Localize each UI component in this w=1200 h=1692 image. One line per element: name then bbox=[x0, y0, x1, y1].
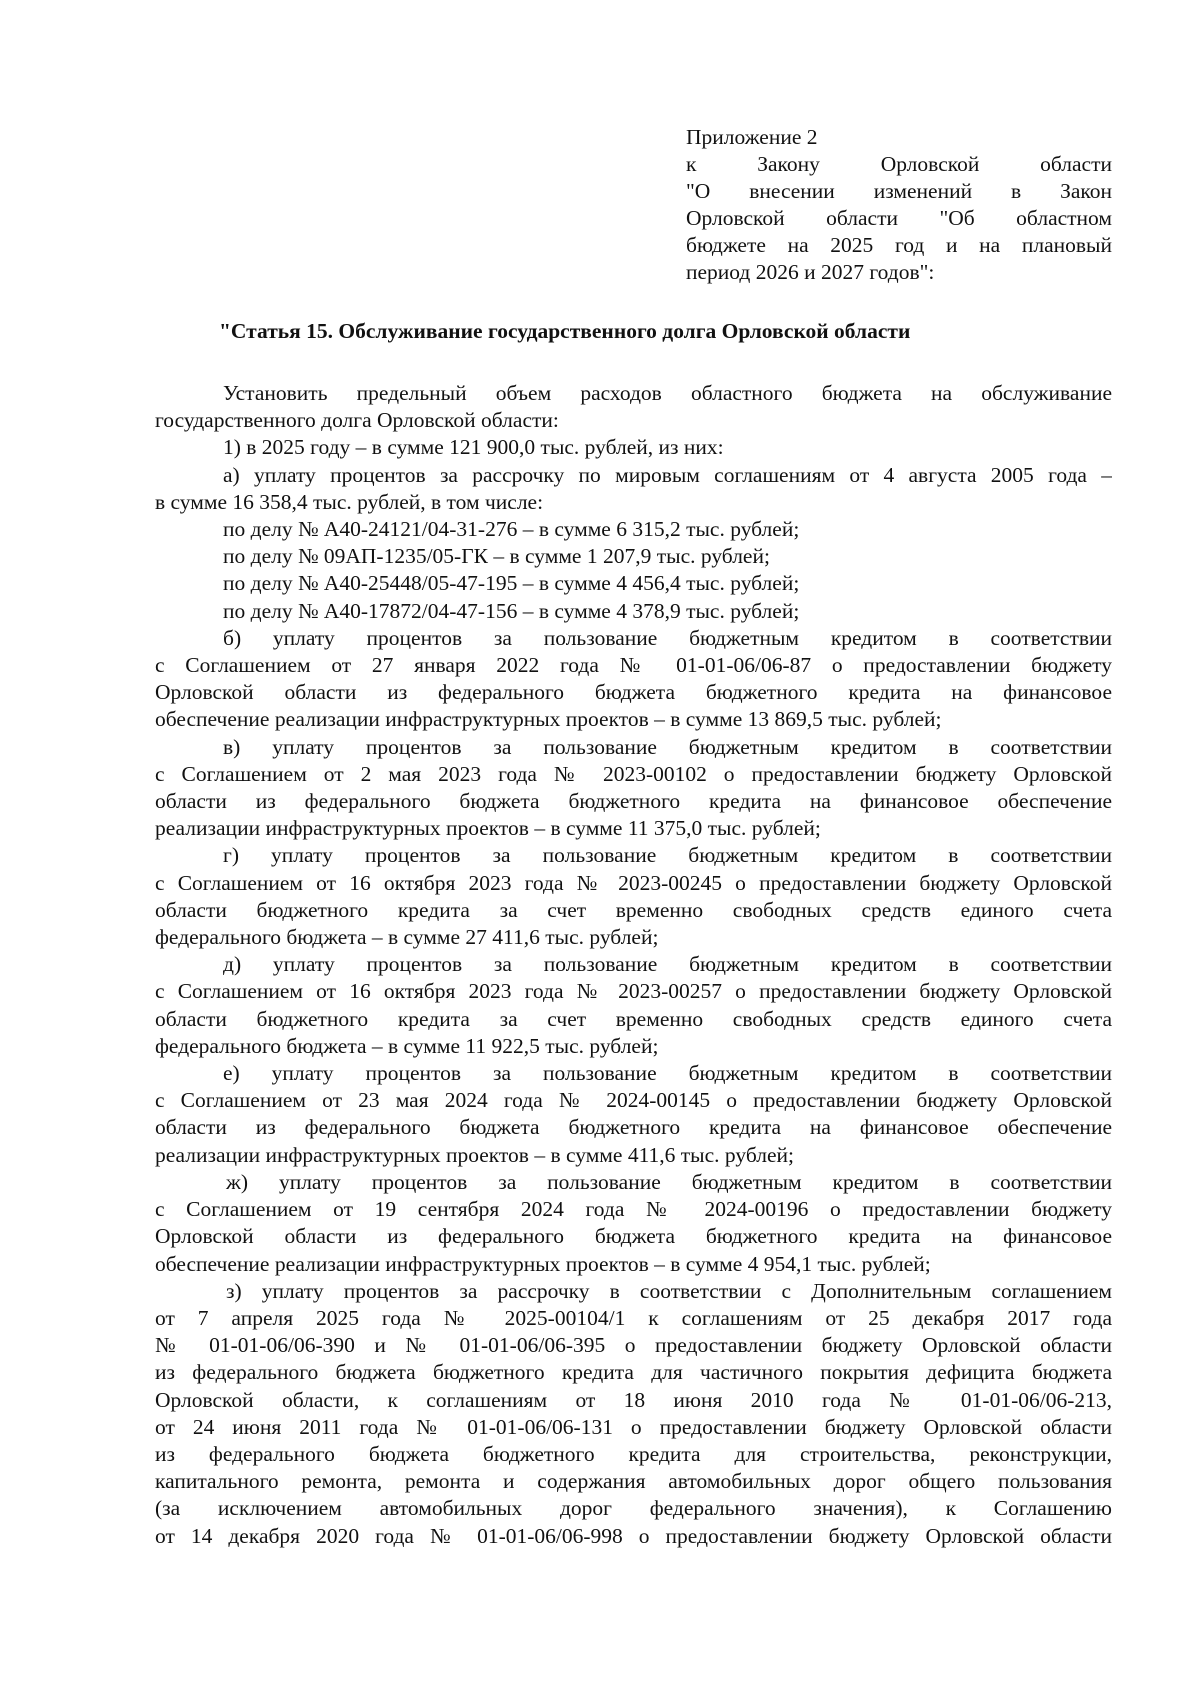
body-line: государственного долга Орловской области: bbox=[155, 408, 559, 433]
body-line: области из федерального бюджета бюджетного кредита на финансовое обеспечение bbox=[155, 1115, 1112, 1140]
body-line: области бюджетного кредита за счет временно свободных средств единого счета bbox=[155, 1006, 1112, 1031]
body-line: реализации инфраструктурных проектов – в сумме 11 375,0 тыс. рублей; bbox=[155, 816, 821, 841]
body-line: с Соглашением от 27 января 2022 года № 01-01-06/06-87 о предоставлении бюджету bbox=[155, 653, 1112, 678]
body-line: обеспечение реализации инфраструктурных проектов – в сумме 13 869,5 тыс. рублей; bbox=[155, 707, 942, 732]
body-line: Установить предельный объем расходов областного бюджета на обслуживание bbox=[223, 381, 1112, 405]
article-body bbox=[155, 380, 1112, 1550]
body-line: № 01-01-06/06-390 и № 01-01-06/06-395 о предоставлении бюджету Орловской области bbox=[155, 1333, 1112, 1358]
appendix-line: к Закону Орловской области bbox=[686, 152, 1112, 176]
body-line: Орловской области, к соглашениям от 18 июня 2010 года № 01-01-06/06-213, bbox=[155, 1387, 1112, 1412]
body-line: с Соглашением от 23 мая 2024 года № 2024-00145 о предоставлении бюджету Орловской bbox=[155, 1088, 1112, 1113]
body-line: г) уплату процентов за пользование бюджетным кредитом в соответствии bbox=[223, 843, 1112, 868]
body-line: д) уплату процентов за пользование бюджетным кредитом в соответствии bbox=[223, 952, 1112, 977]
body-line: 1) в 2025 году – в сумме 121 900,0 тыс. рублей, из них: bbox=[223, 435, 724, 460]
body-line: от 7 апреля 2025 года № 2025-00104/1 к соглашениям от 25 декабря 2017 года bbox=[155, 1305, 1112, 1330]
body-line: капитального ремонта, ремонта и содержания автомобильных дорог общего пользования bbox=[155, 1469, 1112, 1494]
appendix-header bbox=[686, 124, 1112, 286]
body-line: с Соглашением от 2 мая 2023 года № 2023-00102 о предоставлении бюджету Орловской bbox=[155, 761, 1112, 786]
body-line: от 24 июня 2011 года № 01-01-06/06-131 о предоставлении бюджету Орловской области bbox=[155, 1414, 1112, 1439]
body-line: из федерального бюджета бюджетного кредита для частичного покрытия дефицита бюджета bbox=[155, 1360, 1112, 1385]
body-line: по делу № А40-17872/04-47-156 – в сумме 4 378,9 тыс. рублей; bbox=[223, 598, 800, 623]
body-line: Орловской области из федерального бюджета бюджетного кредита на финансовое bbox=[155, 1224, 1112, 1249]
body-line: области из федерального бюджета бюджетного кредита на финансовое обеспечение bbox=[155, 789, 1112, 814]
body-line: федерального бюджета – в сумме 11 922,5 тыс. рублей; bbox=[155, 1033, 659, 1058]
body-line: е) уплату процентов за пользование бюджетным кредитом в соответствии bbox=[223, 1061, 1112, 1086]
body-line: из федерального бюджета бюджетного кредита для строительства, реконструкции, bbox=[155, 1441, 1112, 1466]
body-line: (за исключением автомобильных дорог федерального значения), к Соглашению bbox=[155, 1496, 1112, 1521]
body-line: с Соглашением от 19 сентября 2024 года № 2024-00196 о предоставлении бюджету bbox=[155, 1197, 1112, 1222]
body-line: по делу № А40-24121/04-31-276 – в сумме 6 315,2 тыс. рублей; bbox=[223, 517, 800, 542]
body-line: по делу № 09АП-1235/05-ГК – в сумме 1 207,9 тыс. рублей; bbox=[223, 544, 770, 569]
body-line: с Соглашением от 16 октября 2023 года № 2023-00257 о предоставлении бюджету Орловской bbox=[155, 979, 1112, 1004]
article-title: "Статья 15. Обслуживание государственного долга Орловской области bbox=[219, 319, 911, 343]
body-line: в сумме 16 358,4 тыс. рублей, в том числе: bbox=[155, 489, 544, 514]
body-line: а) уплату процентов за рассрочку по мировым соглашениям от 4 августа 2005 года – bbox=[223, 462, 1112, 487]
body-line: ж) уплату процентов за пользование бюджетным кредитом в соответствии bbox=[226, 1169, 1112, 1194]
body-line: в) уплату процентов за пользование бюджетным кредитом в соответствии bbox=[223, 734, 1112, 759]
appendix-line: Приложение 2 bbox=[686, 125, 818, 149]
body-line: реализации инфраструктурных проектов – в сумме 411,6 тыс. рублей; bbox=[155, 1142, 794, 1167]
body-line: федерального бюджета – в сумме 27 411,6 тыс. рублей; bbox=[155, 925, 659, 950]
body-line: Орловской области из федерального бюджета бюджетного кредита на финансовое bbox=[155, 680, 1112, 705]
appendix-line: период 2026 и 2027 годов": bbox=[686, 260, 935, 284]
appendix-line: бюджете на 2025 год и на плановый bbox=[686, 233, 1112, 257]
body-line: с Соглашением от 16 октября 2023 года № 2023-00245 о предоставлении бюджету Орловской bbox=[155, 870, 1112, 895]
appendix-line: Орловской области "Об областном bbox=[686, 206, 1112, 230]
body-line: обеспечение реализации инфраструктурных проектов – в сумме 4 954,1 тыс. рублей; bbox=[155, 1251, 931, 1276]
body-line: б) уплату процентов за пользование бюджетным кредитом в соответствии bbox=[223, 625, 1112, 650]
appendix-line: "О внесении изменений в Закон bbox=[686, 179, 1112, 203]
body-line: области бюджетного кредита за счет временно свободных средств единого счета bbox=[155, 897, 1112, 922]
body-line: от 14 декабря 2020 года № 01-01-06/06-998 о предоставлении бюджету Орловской области bbox=[155, 1523, 1112, 1548]
body-line: по делу № А40-25448/05-47-195 – в сумме 4 456,4 тыс. рублей; bbox=[223, 571, 800, 596]
body-line: з) уплату процентов за рассрочку в соответствии с Дополнительным соглашением bbox=[226, 1278, 1112, 1303]
